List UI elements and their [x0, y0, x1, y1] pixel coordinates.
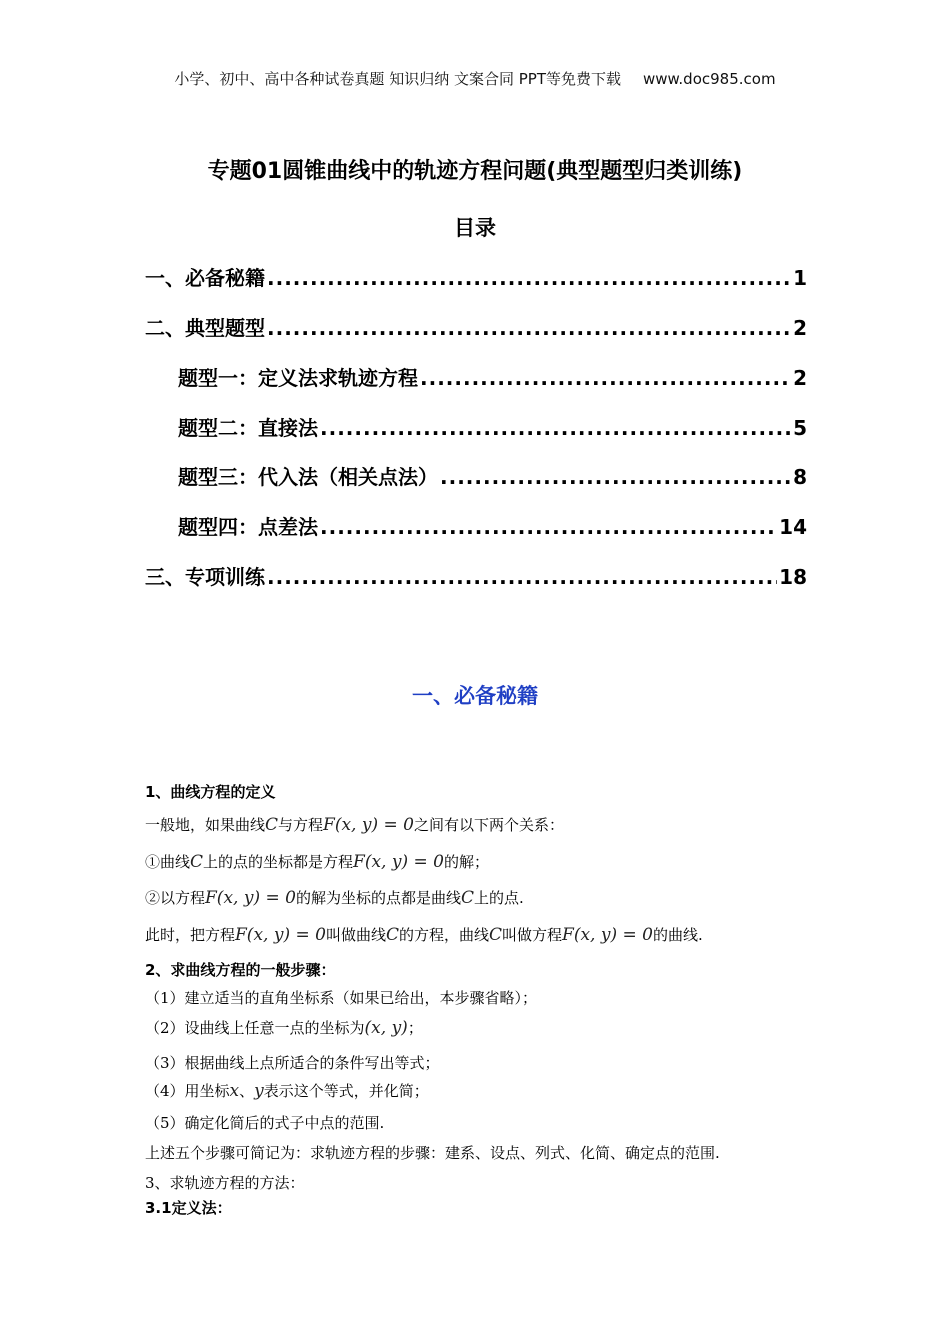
- toc-item[interactable]: [145, 561, 807, 589]
- section-heading: 一、必备秘籍: [412, 684, 538, 708]
- page-header: [0, 68, 950, 89]
- toc-item[interactable]: [145, 312, 807, 340]
- paragraph-relation-1: ①曲线C上的点的坐标都是方程F(x, y) = 0的解；: [145, 852, 489, 872]
- toc-item-page: 2: [793, 366, 807, 390]
- toc-item[interactable]: [178, 412, 807, 440]
- paragraph-definition: 一般地，如果曲线C与方程F(x, y) = 0之间有以下两个关系：: [145, 815, 564, 835]
- subheading-general-steps: 2、求曲线方程的一般步骤：: [145, 961, 336, 979]
- toc-item-page: 18: [779, 565, 807, 589]
- toc-item-label: 题型四：点差法: [178, 515, 318, 539]
- toc-item-label: 三、专项训练: [145, 565, 265, 589]
- header-site: www.doc985.com: [642, 70, 776, 88]
- subheading-definition-method: 3.1定义法：: [145, 1199, 232, 1217]
- toc-item-page: 1: [793, 266, 807, 290]
- document-title: 专题01圆锥曲线中的轨迹方程问题(典型题型归类训练): [207, 159, 743, 184]
- toc-item-label: 一、必备秘籍: [145, 266, 265, 290]
- toc-item-label: 题型一：定义法求轨迹方程: [178, 366, 418, 390]
- paragraph-conclusion: 此时，把方程F(x, y) = 0叫做曲线C的方程，曲线C叫做方程F(x, y) = 0的曲线.: [145, 925, 703, 945]
- toc-item[interactable]: [178, 511, 807, 539]
- toc-item[interactable]: [145, 262, 807, 290]
- steps-summary: 上述五个步骤可简记为：求轨迹方程的步骤：建系、设点、列式、化简、确定点的范围.: [145, 1144, 720, 1162]
- toc-item-page: 14: [779, 515, 807, 539]
- toc-item-label: 题型三：代入法（相关点法）: [178, 465, 438, 489]
- step-5: （5）确定化简后的式子中点的范围.: [145, 1114, 385, 1132]
- subheading-curve-equation-definition: 1、曲线方程的定义: [145, 783, 276, 801]
- toc-item-page: 5: [793, 416, 807, 440]
- toc-item-label: 二、典型题型: [145, 316, 265, 340]
- step-3: （3）根据曲线上点所适合的条件写出等式；: [145, 1054, 440, 1072]
- step-1: （1）建立适当的直角坐标系（如果已给出，本步骤省略）；: [145, 989, 538, 1007]
- toc-item-page: 8: [793, 465, 807, 489]
- header-text: 小学、初中、高中各种试卷真题 知识归纳 文案合同 PPT等免费下载: [174, 70, 621, 88]
- toc-item[interactable]: [178, 461, 807, 489]
- toc-item[interactable]: [178, 362, 807, 390]
- toc-item-label: 题型二：直接法: [178, 416, 318, 440]
- paragraph-relation-2: ②以方程F(x, y) = 0的解为坐标的点都是曲线C上的点.: [145, 888, 524, 908]
- step-4: （4）用坐标x、y表示这个等式，并化简；: [145, 1081, 429, 1101]
- subheading-methods: 3、求轨迹方程的方法：: [145, 1174, 305, 1192]
- toc-heading: 目录: [454, 216, 496, 240]
- step-2: （2）设曲线上任意一点的坐标为(x, y)；: [145, 1018, 423, 1038]
- toc-item-page: 2: [793, 316, 807, 340]
